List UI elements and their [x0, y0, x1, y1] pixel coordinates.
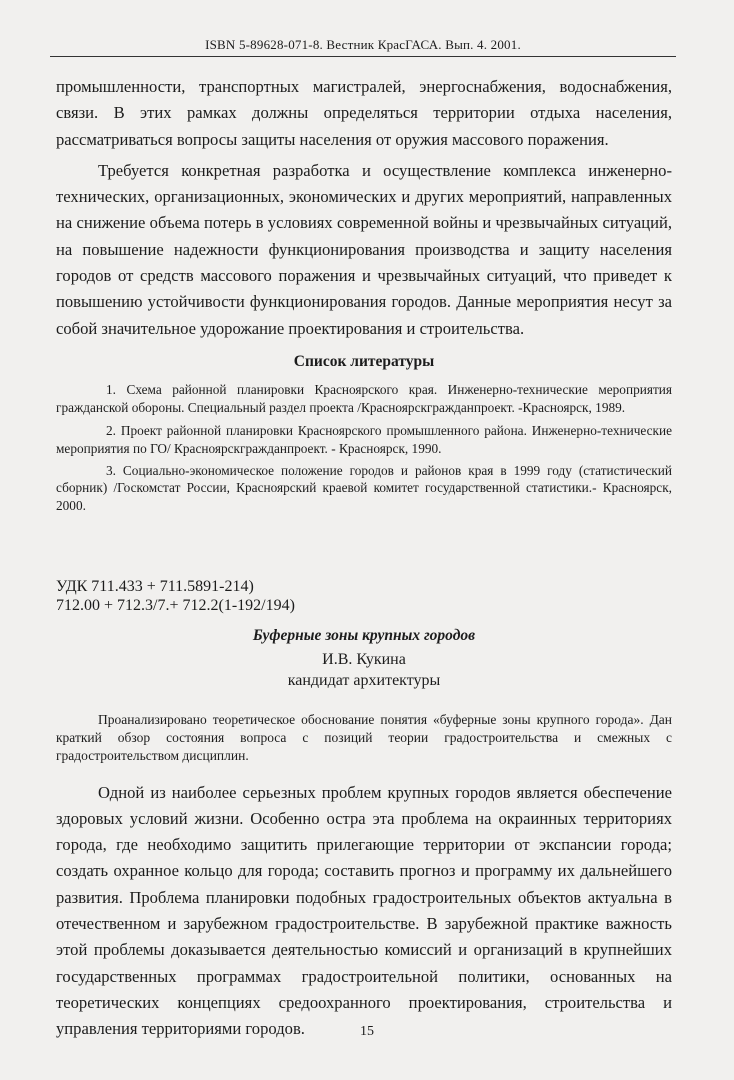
- references-heading: Список литературы: [293, 352, 435, 370]
- intro-paragraph-1: промышленности, транспортных магистралей, энергоснабжения, водоснабжения, связи. В этих рамках должны определяться территории отдыха населения, рассматриваться вопросы защиты населения от оружия массового поражения.: [56, 77, 672, 149]
- running-header: ISBN 5-89628-071-8. Вестник КрасГАСА. Вып. 4. 2001.: [205, 37, 521, 52]
- abstract: Проанализировано теоретическое обоснование понятия «буферные зоны крупного города». Дан краткий обзор состояния вопроса с позиций теории градостроительства и смежных с градостроительством дисциплин.: [56, 711, 672, 764]
- header-rule: [50, 56, 676, 57]
- udc-line-2: 712.00 + 712.3/7.+ 712.2(1-192/194): [56, 596, 295, 614]
- page-content: [56, 74, 672, 1042]
- reference-item-1: 1. Схема районной планировки Красноярского края. Инженерно-технические мероприятия гражданской обороны. Специальный раздел проекта /Красноярскгражданпроект. -Красноярск, 1989.: [56, 381, 672, 415]
- author-degree: кандидат архитектуры: [287, 671, 441, 689]
- author-name: И.В. Кукина: [322, 650, 406, 668]
- intro-paragraph-2: Требуется конкретная разработка и осуществление комплекса инженерно-технических, организационных, экономических и других мероприятий, направленных на снижение объема потерь в условиях современной войны и чрезвычайных ситуаций, на повышение надежности функционирования производства и защиту населения городов от средств массового поражения и чрезвычайных ситуаций, что приведет к повышению устойчивости функционирования городов. Данные мероприятия несут за собой значительное удорожание проектирования и строительства.: [56, 160, 672, 338]
- main-paragraph: Одной из наиболее серьезных проблем крупных городов является обеспечение здоровых условий жизни. Особенно остра эта проблема на окраинных территориях города, где необходимо защитить прилегающие территории от экспансии города; создать охранное кольцо для города; составить прогноз и программу их дальнейшего развития. Проблема планировки подобных градостроительных объектов актуальна в отечественном и зарубежном градостроительстве. В зарубежной практике важность этой проблемы доказывается деятельностью комиссий и организаций в крупнейших государственных программах градостроительной политики, основанных на теоретических концепциях средоохранного проектирования, строительства и управления территориями городов.: [56, 782, 672, 1039]
- reference-item-2: 2. Проект районной планировки Красноярского промышленного района. Инженерно-технические мероприятия по ГО/ Красноярскгражданпроект. - Красноярск, 1990.: [56, 423, 672, 457]
- page-number: 15: [360, 1024, 374, 1039]
- udc-line-1: УДК 711.433 + 711.5891-214): [56, 577, 254, 595]
- reference-item-3: 3. Социально-экономическое положение городов и районов края в 1999 году (статистический сборник) /Госкомстат России, Красноярский краевой комитет государственной статистики.- Красноярск, 2000.: [56, 462, 672, 514]
- article-title: Буферные зоны крупных городов: [252, 626, 476, 644]
